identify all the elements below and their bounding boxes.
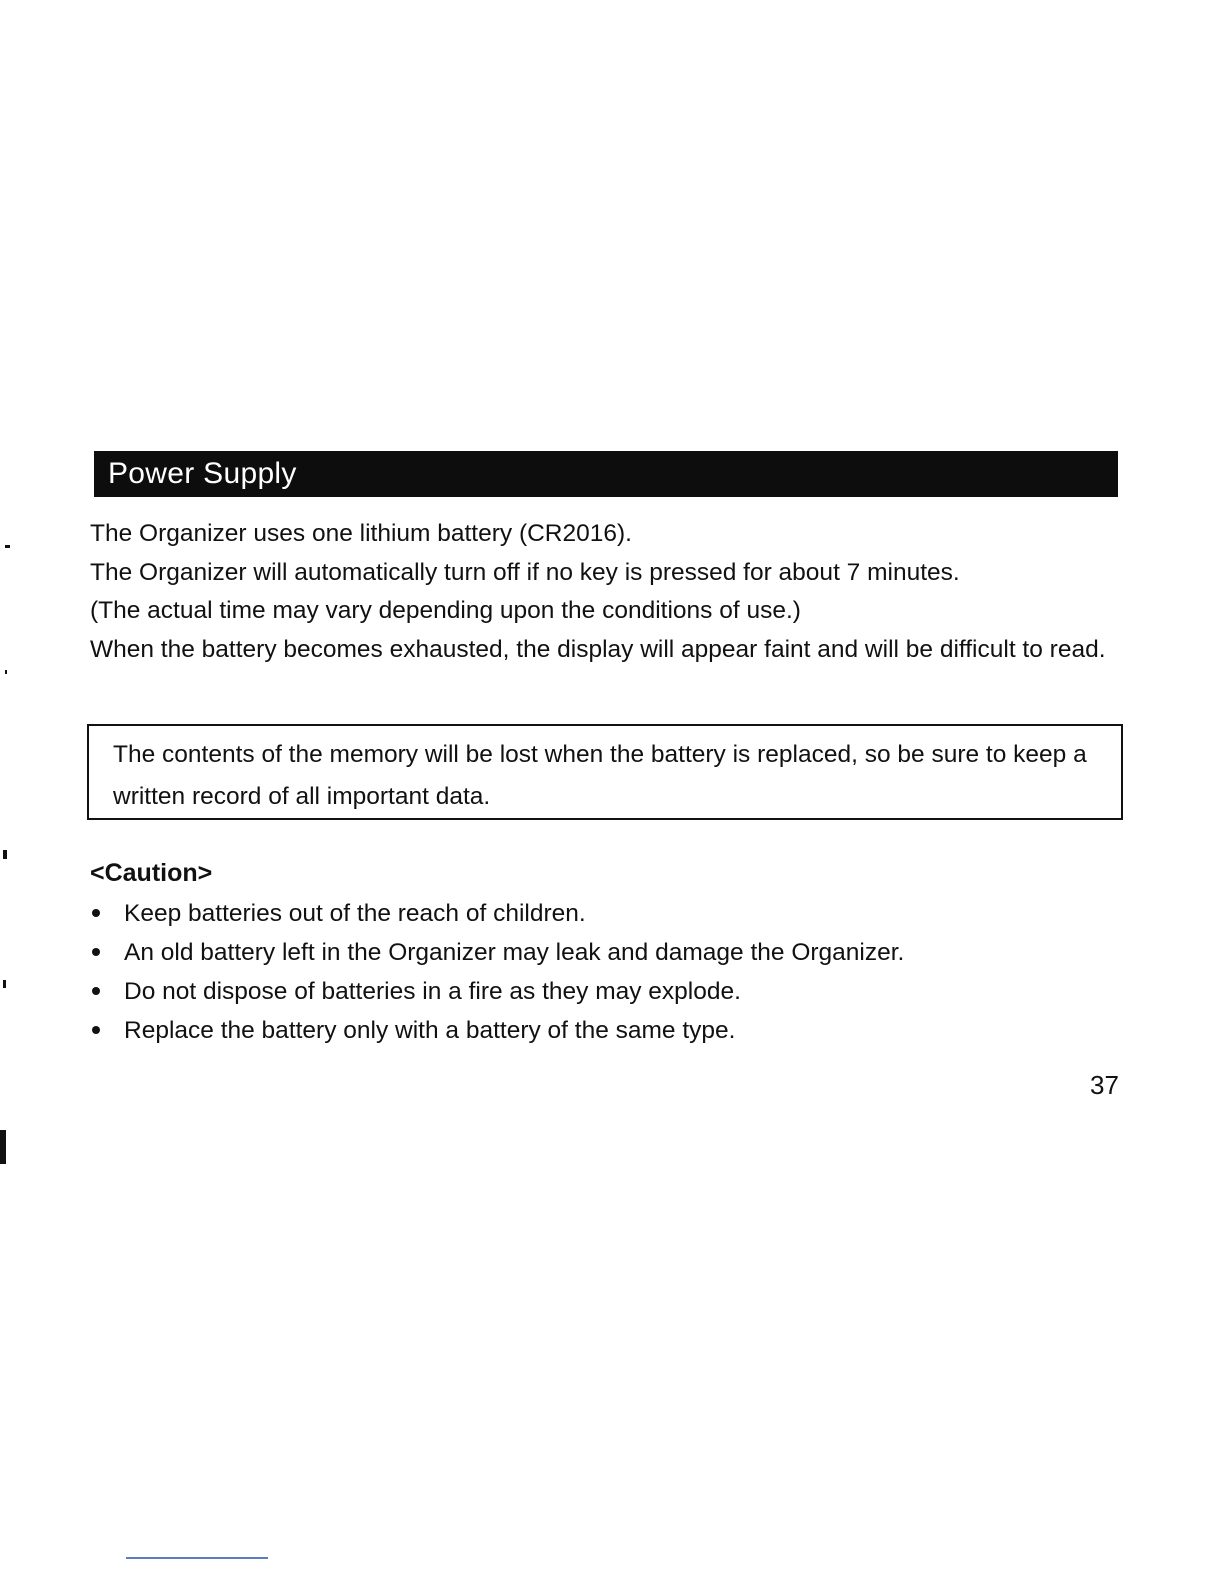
scan-mark (3, 980, 6, 988)
intro-line-battery: The Organizer uses one lithium battery (CR2016). (90, 520, 632, 547)
scan-mark (3, 850, 7, 859)
caution-item (90, 1011, 1130, 1050)
caution-item-text: Replace the battery only with a battery of the same type. (124, 1017, 736, 1044)
memory-warning-box (87, 724, 1123, 820)
section-title: Power Supply (108, 457, 297, 490)
intro-text (90, 515, 1130, 669)
caution-item-text: An old battery left in the Organizer may leak and damage the Organizer. (124, 939, 905, 966)
bullet-icon (92, 948, 100, 956)
caution-item (90, 894, 1130, 933)
bullet-icon (92, 1026, 100, 1034)
caution-heading: <Caution> (90, 859, 213, 887)
bullet-icon (92, 909, 100, 917)
intro-line-auto-off: The Organizer will automatically turn off if no key is pressed for about 7 minutes. (90, 558, 960, 586)
caution-item-text: Keep batteries out of the reach of children. (124, 900, 586, 927)
scan-mark (0, 1130, 6, 1164)
caution-list (90, 894, 1130, 1050)
intro-line-exhausted: When the battery becomes exhausted, the display will appear faint and will be difficult to read. (90, 635, 1106, 663)
scan-mark (5, 545, 10, 548)
caution-item-text: Do not dispose of batteries in a fire as they may explode. (124, 978, 741, 1005)
caution-item (90, 972, 1130, 1011)
section-header (94, 451, 1118, 497)
bullet-icon (92, 987, 100, 995)
intro-line-time-varies: (The actual time may vary depending upon the conditions of use.) (90, 597, 801, 624)
page-number: 37 (1090, 1070, 1119, 1100)
memory-warning-text: The contents of the memory will be lost when the battery is replaced, so be sure to keep a written record of all important data. (113, 741, 1087, 810)
caution-item (90, 933, 1130, 972)
footer-rule (126, 1557, 268, 1559)
scan-mark (5, 670, 7, 674)
